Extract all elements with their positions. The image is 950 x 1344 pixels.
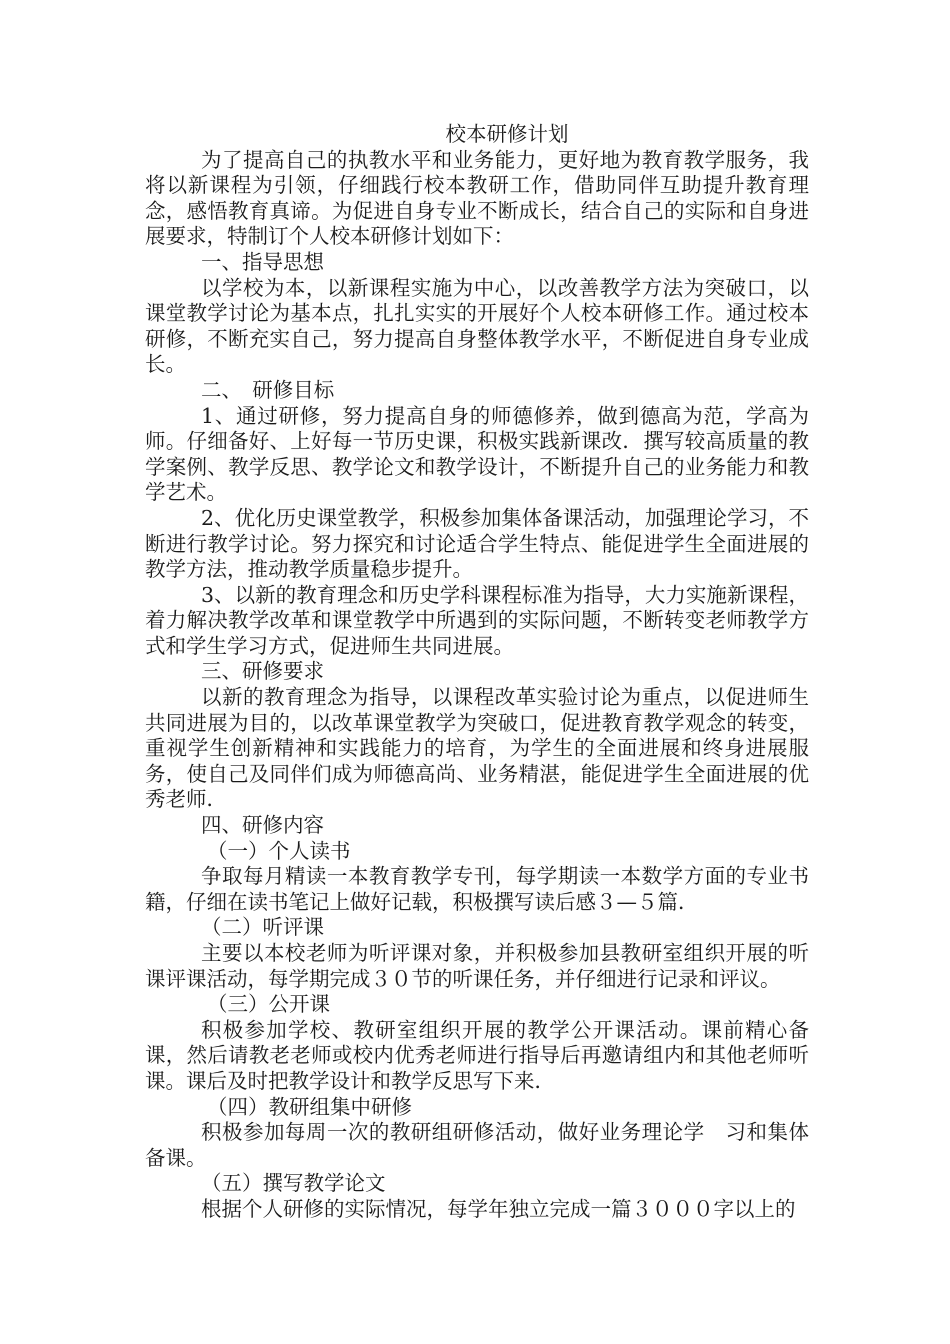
section-paragraph-guiding-thought: 以学校为本，以新课程实施为中心，以改善教学方法为突破口，以课堂教学讨论为基本点，扎扎实实的开展好个人校本研修工作。通过校本研修，不断充实自己，努力提高自身整体教学水平，不断促进自身专业成长。	[145, 275, 809, 377]
section-heading-content: 四、研修内容	[201, 813, 324, 838]
section-paragraph-requirements: 以新的教育理念为指导，以课程改革实验讨论为重点，以促进师生共同进展为目的，以改革课堂教学为突破口，促进教育教学观念的转变，重视学生创新精神和实践能力的培育，为学生的全面进展和终身进展服务，使自己及同伴们成为师德高尚、业务精湛，能促进学生全面进展的优秀老师．	[145, 685, 809, 812]
subsection-paragraph-papers: 根据个人研修的实际情况，每学年独立完成一篇３０００字以上的	[201, 1196, 796, 1221]
subsection-paragraph-reading: 争取每月精读一本教育教学专刊，每学期读一本数学方面的专业书籍，仔细在读书笔记上做好记载，积极撰写读后感３—５篇．	[145, 864, 809, 914]
section-heading-requirements: 三、研修要求	[201, 659, 324, 684]
goal-item-3: 3、以新的教育理念和历史学科课程标准为指导，大力实施新课程，着力解决教学改革和课堂教学中所遇到的实际问题，不断转变老师教学方式和学生学习方式，促进师生共同进展。	[145, 582, 809, 658]
subsection-paragraph-group-study: 积极参加每周一次的教研组研修活动，做好业务理论学 习和集体备课。	[145, 1120, 809, 1170]
section-heading-goals: 二、 研修目标	[201, 377, 335, 402]
subsection-heading-group-study: （四）教研组集中研修	[207, 1094, 412, 1119]
document-body	[145, 122, 809, 1223]
subsection-heading-open-class: （三）公开课	[207, 992, 330, 1017]
goal-item-1: 1、通过研修，努力提高自身的师德修养，做到德高为范，学高为师。仔细备好、上好每一节历史课，积极实践新课改．撰写较高质量的教学案例、教学反思、教学论文和教学设计，不断提升自己的业务能力和教学艺术。	[145, 403, 809, 505]
intro-paragraph: 为了提高自己的执教水平和业务能力，更好地为教育教学服务，我将以新课程为引领，仔细践行校本教研工作，借助同伴互助提升教育理念，感悟教育真谛。为促进自身专业不断成长，结合自己的实际和自身进展要求，特制订个人校本研修计划如下：	[145, 147, 809, 249]
subsection-heading-reading: （一）个人读书	[207, 838, 351, 863]
subsection-paragraph-open-class: 积极参加学校、教研室组织开展的教学公开课活动。课前精心备课，然后请教老老师或校内优秀老师进行指导后再邀请组内和其他老师听课。课后及时把教学设计和教学反思写下来．	[145, 1017, 809, 1093]
section-heading-guiding-thought: 一、指导思想	[201, 249, 324, 274]
goal-item-2: 2、优化历史课堂教学，积极参加集体备课活动，加强理论学习，不断进行教学讨论。努力探究和讨论适合学生特点、能促进学生全面进展的教学方法，推动教学质量稳步提升。	[145, 505, 809, 582]
subsection-heading-lesson-review: （二）听评课	[201, 915, 324, 940]
subsection-paragraph-lesson-review: 主要以本校老师为听评课对象，并积极参加县教研室组织开展的听课评课活动，每学期完成３０节的听课任务，并仔细进行记录和评议。	[145, 941, 809, 991]
document-title: 校本研修计划	[445, 122, 569, 146]
subsection-heading-papers: （五）撰写教学论文	[201, 1171, 386, 1196]
